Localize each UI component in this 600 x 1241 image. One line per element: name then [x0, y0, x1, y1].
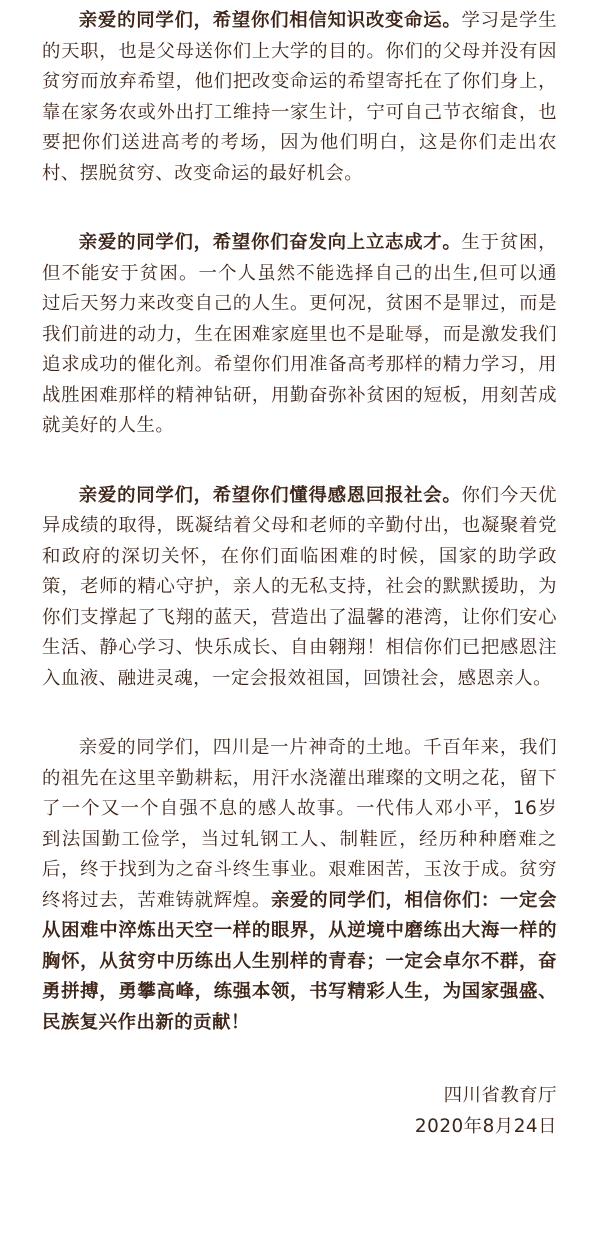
paragraph-gap	[42, 189, 557, 228]
paragraph-intro: 亲爱的同学们，四川是一片神奇的土地。千百年来，我们的祖先在这里辛勤耕耘，用汗水浇灌出璀璨的文明之花，留下了一个又一个自强不息的感人故事。一代伟人邓小平，16岁到法国勤工俭学，当过轧钢工人、制鞋匠，经历种种磨难之后，终于找到为之奋斗终生事业。艰难困苦，玉汝于成。贫穷终将过去，苦难铸就辉煌。	[42, 737, 557, 911]
paragraph-lead: 亲爱的同学们，希望你们懂得感恩回报社会。	[78, 484, 462, 506]
signature-date: 2020年8月24日	[414, 1116, 557, 1137]
paragraph-body: 学习是学生的天职，也是父母送你们上大学的目的。你们的父母并没有因贫穷而放弃希望，他们把改变命运的希望寄托在了你们身上，靠在家务农或外出打工维持一家生计，宁可自己节衣缩食，也要把你们送进高考的考场，因为他们明白，这是你们走出农村、摆脱贫穷、改变命运的最好机会。	[42, 10, 557, 184]
signature-block	[42, 1080, 557, 1142]
paragraph-lead: 亲爱的同学们，希望你们奋发向上立志成才。	[78, 232, 462, 253]
paragraph-gap	[42, 694, 557, 733]
signature-org: 四川省教育厅	[443, 1085, 557, 1106]
paragraph-body: 生于贫困，但不能安于贫困。一个人虽然不能选择自己的出生,但可以通过后天努力来改变自己的人生。更何况，贫困不是罪过，而是我们前进的动力，生在困难家庭里也不是耻辱，而是激发我们追求成功的催化剂。希望你们用准备高考那样的精力学习，用战胜困难那样的精神钻研，用勤奋弥补贫困的短板，用刻苦成就美好的人生。	[42, 232, 557, 436]
paragraph-lead: 亲爱的同学们，希望你们相信知识改变命运。	[78, 10, 462, 31]
paragraph-body: 你们今天优异成绩的取得，既凝结着父母和老师的辛勤付出，也凝聚着党和政府的深切关怀，在你们面临困难的时候，国家的助学政策，老师的精心守护，亲人的无私支持，社会的默默援助，为你们支撑起了飞翔的蓝天，营造出了温馨的港湾，让你们安心生活、静心学习、快乐成长、自由翱翔！相信你们已把感恩注入血液、融进灵魂，一定会报效祖国，回馈社会，感恩亲人。	[42, 484, 557, 689]
paragraph-gratitude	[42, 481, 557, 695]
paragraph-ambition	[42, 228, 557, 442]
paragraph-gap	[42, 442, 557, 481]
paragraph-sichuan	[42, 733, 557, 1038]
paragraph-knowledge	[42, 6, 557, 189]
paragraph-closing: 亲爱的同学们，相信你们：一定会从困难中淬炼出天空一样的眼界，从逆境中磨练出大海一样的胸怀，从贫穷中历练出人生别样的青春；一定会卓尔不群，奋勇拼搏，勇攀高峰，练强本领，书写精彩人生，为国家强盛、民族复兴作出新的贡献！	[42, 889, 557, 1033]
